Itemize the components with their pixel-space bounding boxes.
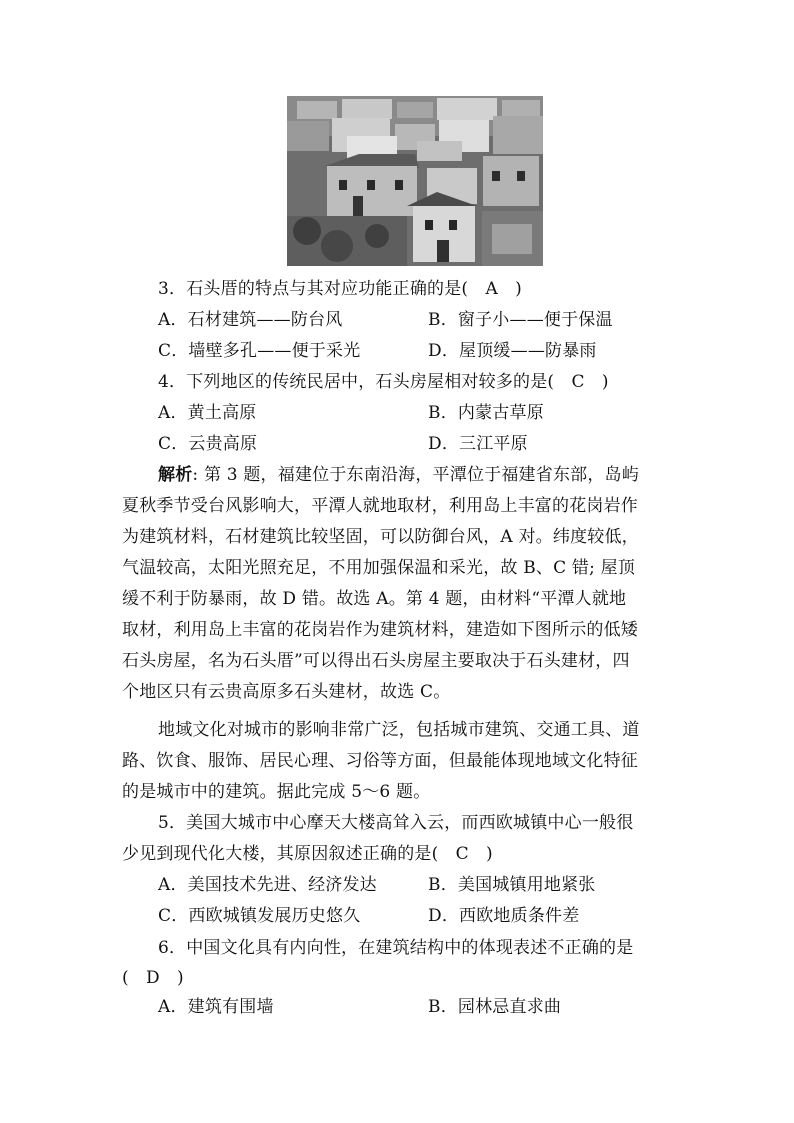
analysis-line-2: 为建筑材料，石材建筑比较坚固，可以防御台风，A 对。纬度较低， bbox=[122, 527, 639, 547]
analysis-line-5: 取材，利用岛上丰富的花岗岩作为建筑材料，建造如下图所示的低矮 bbox=[122, 620, 638, 640]
question-3-option-a: A．石材建筑——防台风 bbox=[158, 310, 343, 330]
question-5-stem-line-1: 少见到现代化大楼，其原因叙述正确的是( C ) bbox=[122, 844, 493, 864]
question-4-option-b: B．内蒙古草原 bbox=[428, 403, 544, 423]
intro-line-1: 路、饮食、服饰、居民心理、习俗等方面，但最能体现地域文化特征 bbox=[122, 751, 638, 771]
intro-line-2: 的是城市中的建筑。据此完成 5～6 题。 bbox=[122, 782, 431, 802]
analysis-line-3: 气温较高，太阳光照充足，不用加强保温和采光，故 B、C 错; 屋顶 bbox=[122, 558, 636, 578]
question-3-option-d: D．屋顶缓——防暴雨 bbox=[428, 341, 597, 361]
question-4-option-d: D．三江平原 bbox=[428, 434, 528, 454]
analysis-line-6: 石头房屋，名为石头厝”可以得出石头房屋主要取决于石头建材，四 bbox=[122, 651, 630, 671]
question-4-stem: 4．下列地区的传统民居中，石头房屋相对较多的是( C ) bbox=[158, 372, 609, 392]
intro-line-0: 地域文化对城市的影响非常广泛，包括城市建筑、交通工具、道 bbox=[158, 720, 640, 740]
analysis-label: 解析 bbox=[158, 465, 193, 485]
question-6-option-a: A．建筑有围墙 bbox=[158, 997, 274, 1017]
question-5-option-c: C．西欧城镇发展历史悠久 bbox=[158, 906, 361, 926]
question-3-option-c: C．墙壁多孔——便于采光 bbox=[158, 341, 361, 361]
question-5-stem-line-0: 5．美国大城市中心摩天大楼高耸入云，而西欧城镇中心一般很 bbox=[158, 813, 634, 833]
question-5-option-a: A．美国技术先进、经济发达 bbox=[158, 875, 377, 895]
analysis-line-4: 缓不利于防暴雨，故 D 错。故选 A。第 4 题，由材料“平潭人就地 bbox=[122, 589, 627, 609]
question-6-stem-line-0: 6．中国文化具有内向性，在建筑结构中的体现表述不正确的是 bbox=[158, 938, 634, 958]
stone-houses-photo bbox=[287, 96, 543, 266]
question-3-option-b: B．窗子小——便于保温 bbox=[428, 310, 613, 330]
analysis-first-line bbox=[158, 464, 639, 486]
question-4-option-a: A．黄土高原 bbox=[158, 403, 257, 423]
analysis-line-7: 个地区只有云贵高原多石头建材，故选 C。 bbox=[122, 682, 451, 702]
question-6-option-b: B．园林忌直求曲 bbox=[428, 997, 562, 1017]
analysis-line-0: : 第 3 题，福建位于东南沿海，平潭位于福建省东部，岛屿 bbox=[192, 465, 639, 485]
question-6-stem-line-1: ( D ) bbox=[122, 968, 184, 988]
question-4-option-c: C．云贵高原 bbox=[158, 434, 258, 454]
question-5-option-b: B．美国城镇用地紧张 bbox=[428, 875, 596, 895]
analysis-line-1: 夏秋季节受台风影响大，平潭人就地取材，利用岛上丰富的花岗岩作 bbox=[122, 496, 638, 516]
question-3-stem: 3．石头厝的特点与其对应功能正确的是( A ) bbox=[158, 279, 522, 299]
question-5-option-d: D．西欧地质条件差 bbox=[428, 906, 580, 926]
